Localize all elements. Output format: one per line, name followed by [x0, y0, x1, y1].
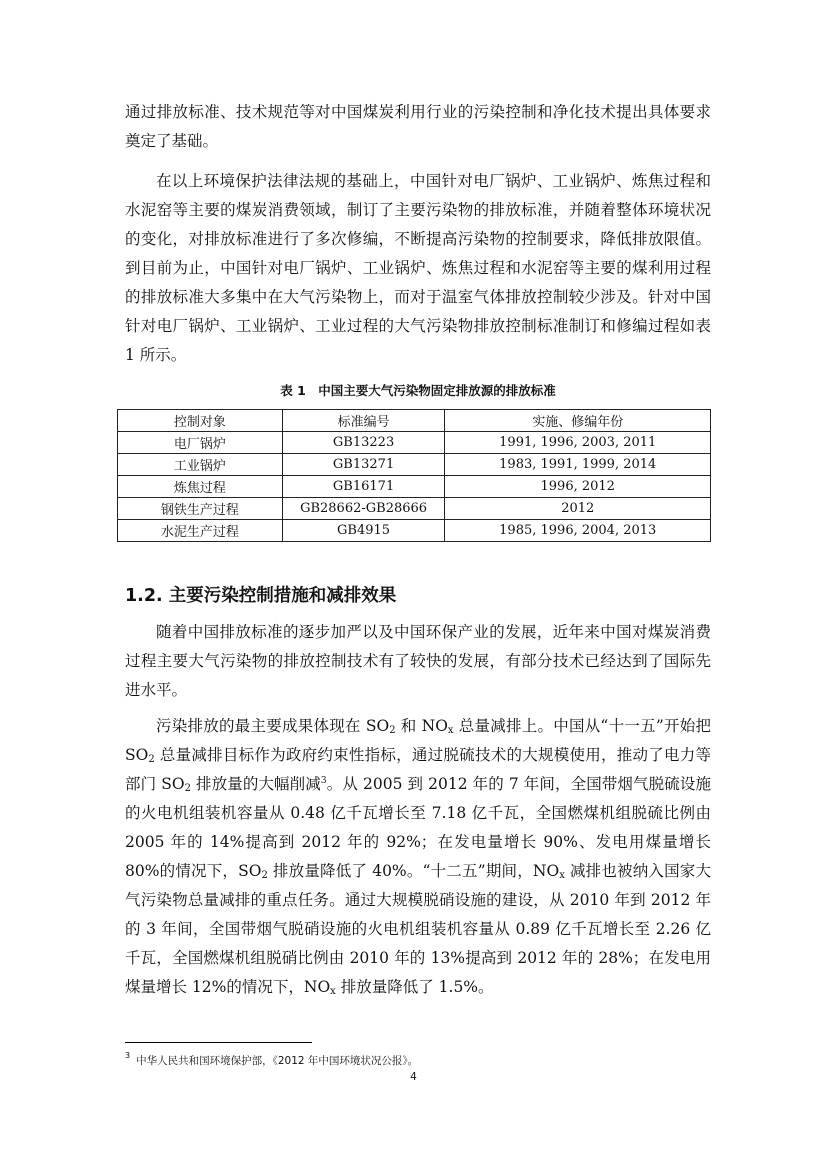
table-cell: 炼焦过程 — [118, 476, 283, 498]
table-header-cell: 控制对象 — [118, 410, 283, 432]
footnote — [125, 1053, 418, 1068]
table-header-cell: 实施、修编年份 — [445, 410, 711, 432]
table-cell: 2012 — [445, 498, 711, 520]
table-cell: 电厂锅炉 — [118, 432, 283, 454]
table-row — [118, 476, 711, 498]
table-header-row — [118, 410, 711, 432]
table-cell: 工业锅炉 — [118, 454, 283, 476]
table-cell: GB4915 — [282, 520, 445, 542]
table-cell: GB16171 — [282, 476, 445, 498]
table-row — [118, 432, 711, 454]
table-cell: 1991, 1996, 2003, 2011 — [445, 432, 711, 454]
paragraph-emission-standards: 在以上环境保护法律法规的基础上，中国针对电厂锅炉、工业锅炉、炼焦过程和水泥窑等主要的煤炭消费领域，制订了主要污染物的排放标准，并随着整体环境状况的变化，对排放标准进行了多次修编，不断提高污染物的控制要求，降低排放限值。到目前为止，中国针对电厂锅炉、工业锅炉、炼焦过程和水泥窑等主要的煤利用过程的排放标准大多集中在大气污染物上，而对于温室气体排放控制较少涉及。针对中国针对电厂锅炉、工业锅炉、工业过程的大气污染物排放控制标准制订和修编过程如表 1 所示。 — [125, 172, 711, 364]
table-row — [118, 498, 711, 520]
paragraph-intro-continued: 通过排放标准、技术规范等对中国煤炭利用行业的污染控制和净化技术提出具体要求奠定了基础。 — [125, 103, 711, 150]
table-row — [118, 454, 711, 476]
table-caption — [125, 381, 711, 399]
emission-standards-table — [117, 409, 711, 542]
table-header-cell: 标准编号 — [282, 410, 445, 432]
table-cell: GB13223 — [282, 432, 445, 454]
table-caption-label: 表 1 — [280, 383, 306, 398]
footnote-number: 3 — [125, 1051, 131, 1060]
table-cell: 水泥生产过程 — [118, 520, 283, 542]
section-heading: 1.2. 主要污染控制措施和减排效果 — [125, 586, 397, 606]
table-cell: 钢铁生产过程 — [118, 498, 283, 520]
table-cell: 1985, 1996, 2004, 2013 — [445, 520, 711, 542]
table-cell: GB28662-GB28666 — [282, 498, 445, 520]
footnote-divider — [125, 1042, 312, 1043]
table-cell: 1983, 1991, 1999, 2014 — [445, 454, 711, 476]
page-number: 4 — [410, 1071, 417, 1083]
table-cell: 1996, 2012 — [445, 476, 711, 498]
table-cell: GB13271 — [282, 454, 445, 476]
paragraph-emission-reduction: 污染排放的最主要成果体现在 $SO_2$ 和 $NO_x$ 总量减排上。中国从“十一五”开始把 $SO_2$ 总量减排目标作为政府约束性指标，通过脱硫技术的大规模使用，推动了电力等部门 $SO_2$ 排放量的大幅削减$^3$。从 2005 到 2012 年的 7 年间，全国带烟气脱硫设施的火电机组装机容量从 0.48 亿千瓦增长至 7.18 亿千瓦，全国燃煤机组脱硫比例由 2005 年的 14%提高到 2012 年的 92%；在发电量增长 90%、发电用煤量增长 80%的情况下，$SO_2$ 排放量降低了 40%。“十二五”期间，$NO_x$ 减排也被纳入国家大气污染物总量减排的重点任务。通过大规模脱硝设施的建设，从 2010 年到 2012 年的 3 年间，全国带烟气脱硝设施的火电机组装机容量从 0.89 亿千瓦增长至 2.26 亿千瓦，全国燃煤机组脱硝比例由 2010 年的 13%提高到 2012 年的 28%；在发电用煤量增长 12%的情况下，$NO_x$ 排放量降低了 1.5%。 — [125, 717, 711, 997]
table-row — [118, 520, 711, 542]
table-caption-text: 中国主要大气污染物固定排放源的排放标准 — [318, 383, 556, 398]
footnote-text: 中华人民共和国环境保护部，《2012 年中国环境状况公报》。 — [136, 1055, 419, 1067]
paragraph-control-technology: 随着中国排放标准的逐步加严以及中国环保产业的发展，近年来中国对煤炭消费过程主要大气污染物的排放控制技术有了较快的发展，有部分技术已经达到了国际先进水平。 — [125, 623, 711, 699]
footnote-reference: 3 — [320, 776, 327, 786]
